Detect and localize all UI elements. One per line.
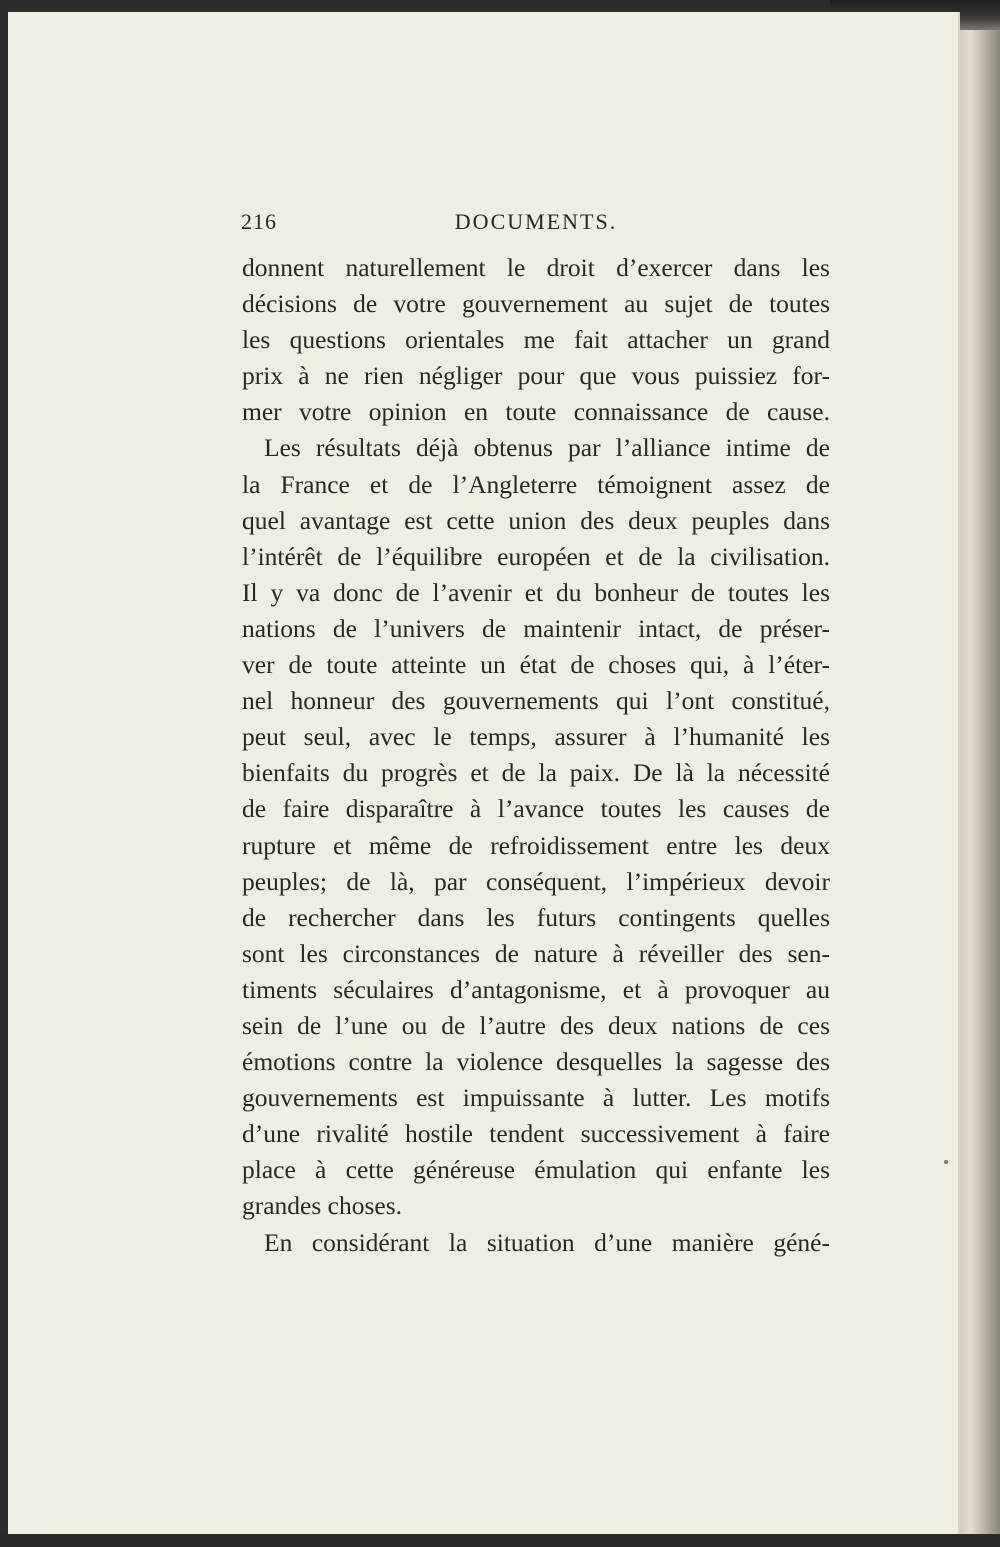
running-head: DOCUMENTS. — [454, 209, 618, 234]
text-line: sont les circonstances de nature à réveiller des sen- — [242, 938, 830, 968]
text-line: bienfaits du progrès et de la paix. De là la nécessité — [242, 758, 830, 788]
book-edge-bottom — [0, 1534, 1000, 1547]
text-line: d’une rivalité hostile tendent successivement à faire — [242, 1119, 830, 1149]
text-line: timents séculaires d’antagonisme, et à provoquer au — [242, 974, 830, 1004]
text-line: donnent naturellement le droit d’exercer dans les — [242, 253, 830, 282]
text-line: peuples; de là, par conséquent, l’impérieux devoir — [242, 866, 830, 896]
text-line: mer votre opinion en toute connaissance de cause. — [242, 397, 830, 427]
text-line: place à cette généreuse émulation qui enfante les — [242, 1155, 830, 1185]
text-line: Il y va donc de l’avenir et du bonheur de toutes les — [242, 577, 830, 607]
body-text — [242, 250, 830, 1261]
text-line: quel avantage est cette union des deux peuples dans — [242, 505, 830, 535]
text-line: l’intérêt de l’équilibre européen et de la civilisation. — [242, 541, 830, 571]
text-line: émotions contre la violence desquelles la sagesse des — [242, 1047, 830, 1077]
paper-speck — [944, 1160, 948, 1164]
text-line: ver de toute atteinte un état de choses qui, à l’éter- — [242, 650, 830, 680]
text-line: décisions de votre gouvernement au sujet de toutes — [242, 289, 830, 319]
text-line: En considérant la situation d’une manière géné- — [264, 1227, 830, 1257]
text-line: Les résultats déjà obtenus par l’alliance intime de — [264, 433, 830, 463]
text-line: nel honneur des gouvernements qui l’ont constitué, — [242, 686, 830, 716]
text-line: grandes choses. — [242, 1191, 403, 1221]
text-line: gouvernements est impuissante à lutter. Les motifs — [242, 1083, 830, 1113]
text-line: la France et de l’Angleterre témoignent assez de — [242, 469, 830, 499]
text-line: de rechercher dans les futurs contingents quelles — [242, 902, 830, 932]
text-line: les questions orientales me fait attacher un grand — [242, 325, 830, 355]
book-edge-right — [958, 30, 1000, 1547]
page-number: 216 — [241, 209, 277, 234]
text-line: de faire disparaître à l’avance toutes les causes de — [242, 794, 830, 824]
text-line: nations de l’univers de maintenir intact, de préser- — [242, 613, 830, 643]
text-line: peut seul, avec le temps, assurer à l’humanité les — [242, 722, 830, 752]
page-header — [241, 209, 831, 243]
text-line: sein de l’une ou de l’autre des deux nations de ces — [242, 1010, 830, 1040]
text-line: rupture et même de refroidissement entre les deux — [242, 830, 830, 860]
text-line: prix à ne rien négliger pour que vous puissiez for- — [242, 361, 830, 391]
